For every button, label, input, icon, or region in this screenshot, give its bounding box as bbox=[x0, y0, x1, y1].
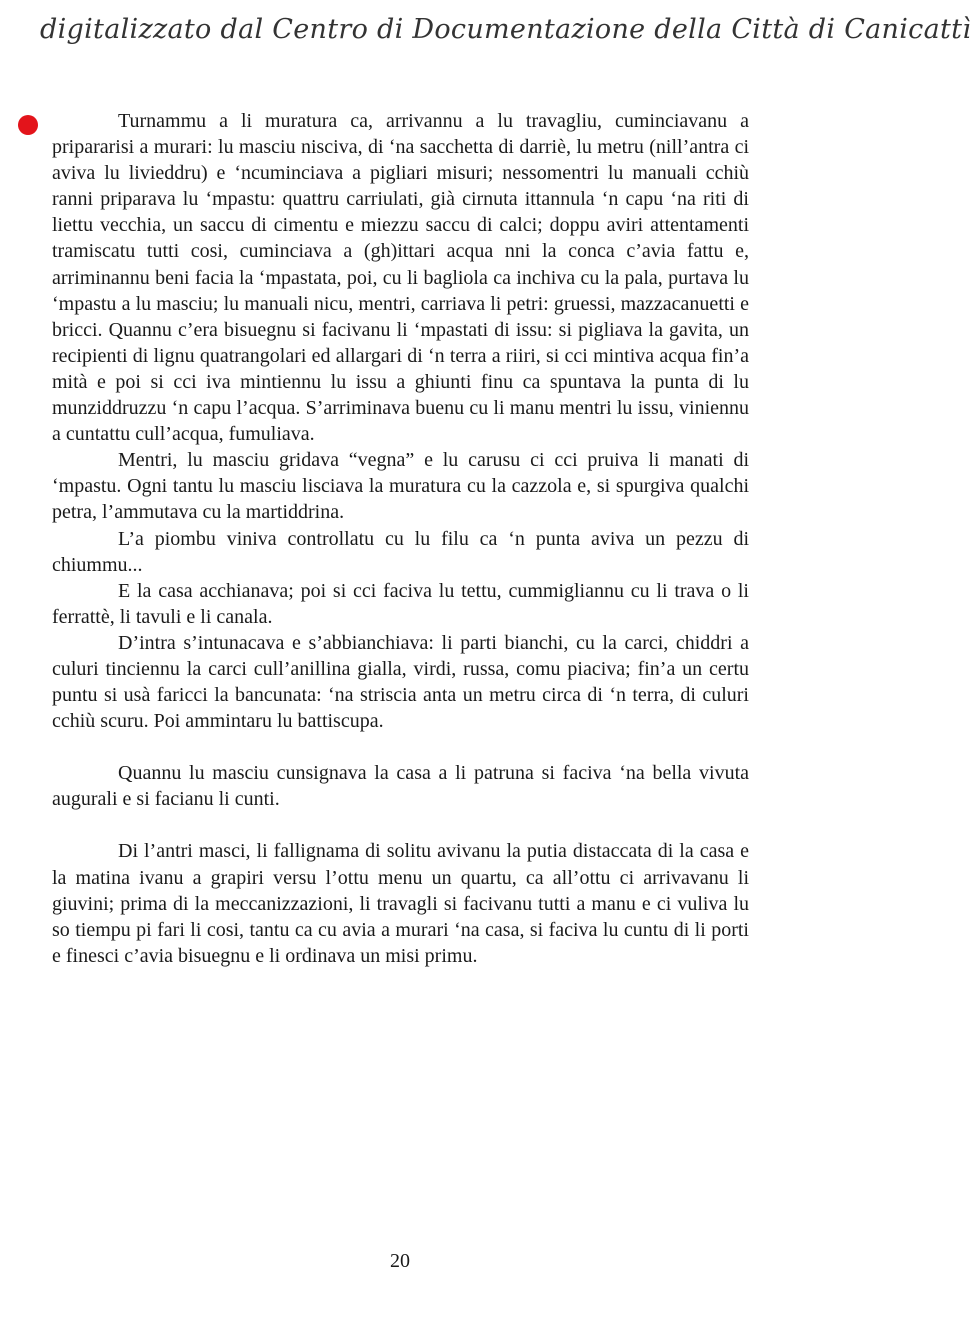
paragraph: Turnammu a li muratura ca, arrivannu a lu travagliu, cuminciavanu a pripararisi a murari: lu masciu nisciva, di ‘na sacchetta di darriè, lu metru (nill’antra ci aviva lu livieddru) e ‘ncuminciava a pigliari misuri; nessomentri lu manuali cchiù ranni priparava lu ‘mpastu: quattru carriulati, già cirnuta ittannula ‘n capu ‘na riti di liettu vecchia, un saccu di cimentu e miezzu saccu di calci; doppu aviri attentamenti tramiscatu tutti cosi, cuminciava a (gh)ittari acqua nni la conca c’avia fattu e, arriminannu beni facia la ‘mpastata, poi, cu li bagliola ca inchiva cu la pala, purtava lu ‘mpastu a lu masciu; lu manuali nicu, mentri, carriava li petri: gruessi, mazzacanuetti e bricci. Quannu c’era bisuegnu si facivanu li ‘mpastati di issu: si pigliava la gavita, un recipienti di lignu quatrangolari ed allargari di ‘n terra a riiri, si cci mintiva acqua fin’a mità e poi si cci iva mintiennu lu issu a ghiunti finu ca spuntava la punta di lu munziddruzzu ‘n capu l’acqua. S’arriminava buenu cu li manu mentri lu issu, viniennu a cuntattu cull’acqua, fumuliava. bbox=[52, 110, 749, 446]
document-body bbox=[52, 108, 749, 969]
paragraph: Quannu lu masciu cunsignava la casa a li patruna si faciva ‘na bella vivuta augurali e si facianu li cunti. bbox=[52, 762, 749, 811]
paragraph: L’a piombu viniva controllatu cu lu filu ca ‘n punta aviva un pezzu di chiummu... bbox=[52, 527, 749, 576]
red-dot-marker bbox=[18, 115, 38, 135]
page-header: digitalizzato dal Centro di Documentazione della Città di Canicattì bbox=[40, 14, 971, 45]
paragraph: Mentri, lu masciu gridava “vegna” e lu carusu ci cci pruiva li manati di ‘mpastu. Ogni tantu lu masciu lisciava la muratura cu la cazzola e, si spurgiva qualchi petra, l’ammutava cu la martiddrina. bbox=[52, 449, 749, 524]
paragraph: E la casa acchianava; poi si cci faciva lu tettu, cummigliannu cu li trava o li ferrattè, li tavuli e li canala. bbox=[52, 579, 749, 628]
page-number: 20 bbox=[390, 1250, 410, 1272]
paragraph: Di l’antri masci, li fallignama di solitu avivanu la putia distaccata di la casa e la matina ivanu a grapiri versu l’ottu menu un quartu, ca all’ottu ci arrivavanu li giuvini; prima di la meccanizzazioni, li travagli si facivanu tutti a manu e ci vuliva lu so tiempu pi fari li cosi, tantu ca cu avia a murari ‘na casa, si faciva lu cuntu di li porti e finesci c’avia bisuegnu e li ordinava un misi primu. bbox=[52, 840, 749, 967]
paragraph: D’intra s’intunacava e s’abbianchiava: li parti bianchi, cu la carci, chiddri a culuri tinciennu la carci cull’anillina gialla, virdi, russa, comu piaciva; fin’a un certu puntu si usà faricci la bancunata: ‘na striscia anta un metru circa di ‘n terra, di culuri cchiù scuru. Poi ammintaru lu battiscupa. bbox=[52, 631, 749, 733]
